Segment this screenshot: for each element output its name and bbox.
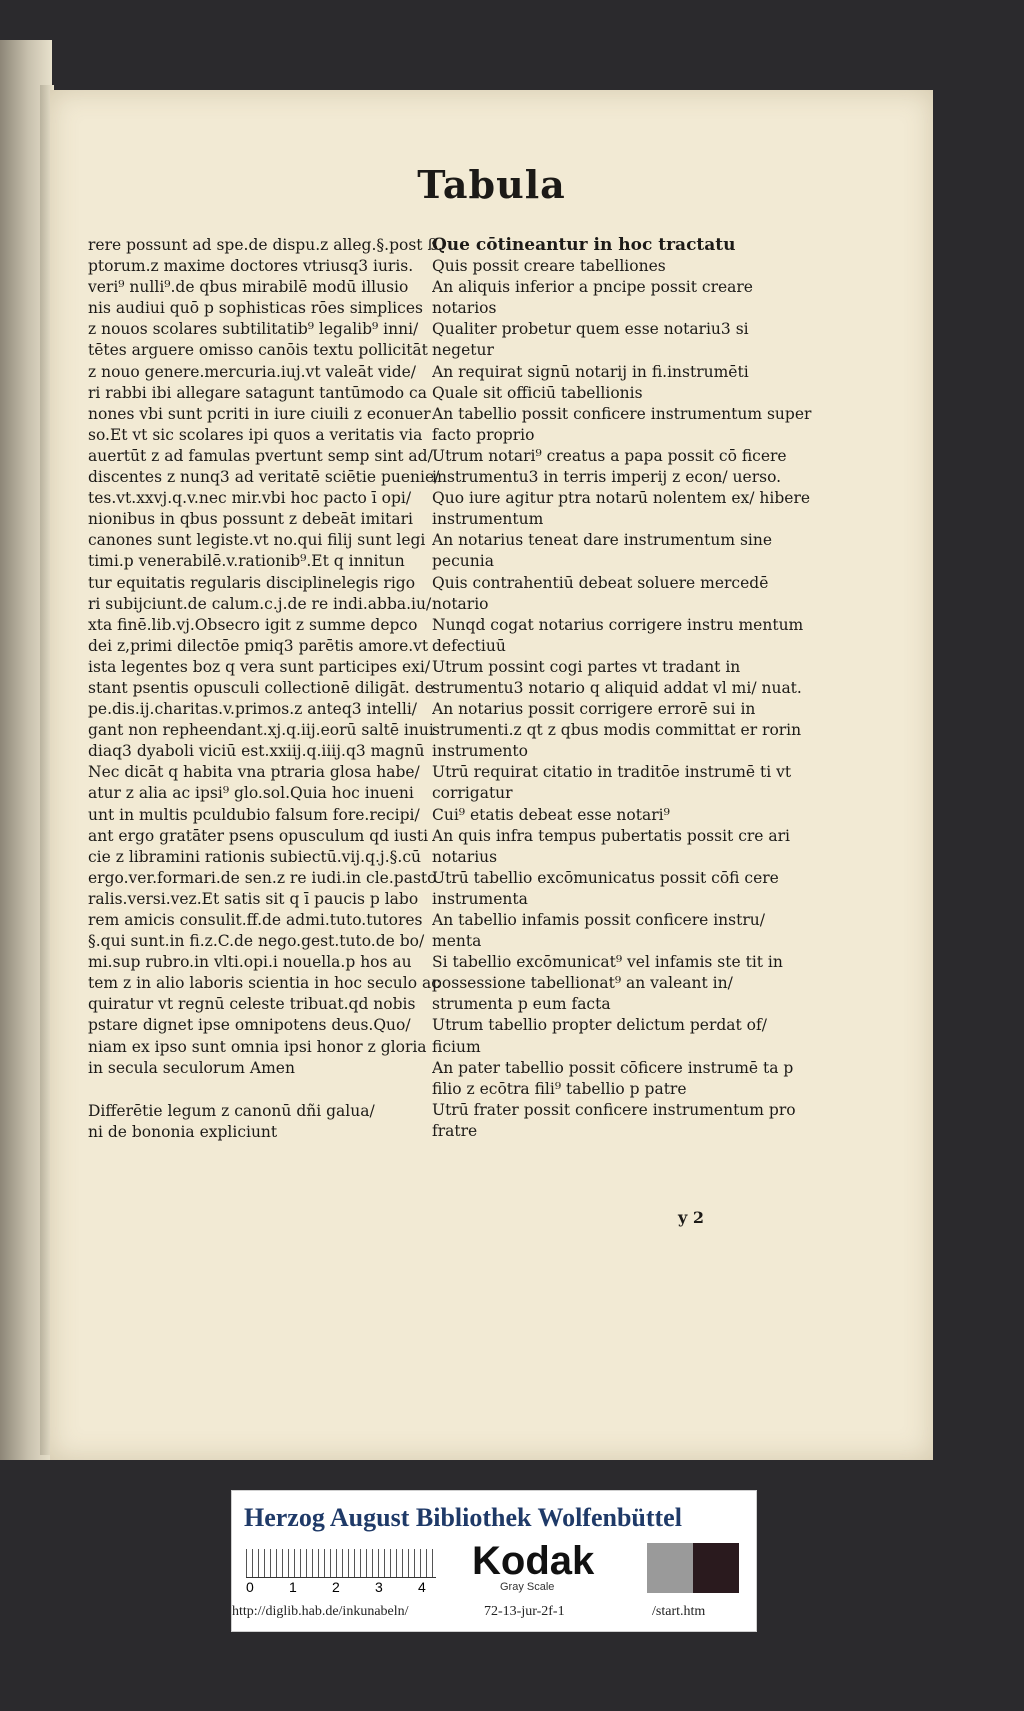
text-line: An aliquis inferior a pncipe possit creare notarios bbox=[432, 278, 753, 318]
text-line: ralis.versi.vez.Et satis sit q ī paucis p labo bbox=[88, 889, 419, 908]
text-line: An notarius teneat dare instrumentum sine pecunia bbox=[432, 531, 773, 571]
text-line: Si tabellio excōmunicat⁹ vel infamis ste tit in possessione tabellionat⁹ an valeant in/ strumenta p eum facta bbox=[432, 953, 783, 1014]
text-line: so.Et vt sic scolares ipi quos a veritatis via bbox=[88, 425, 423, 444]
text-line: Qualiter probetur quem esse notariu3 si negetur bbox=[432, 320, 749, 360]
text-line: Utrum possint cogi partes vt tradant in strumentu3 notario q aliquid addat vl mi/ nuat. bbox=[432, 657, 802, 697]
text-line: tes.vt.xxvj.q.v.nec mir.vbi hoc pacto ī opi/ bbox=[88, 489, 412, 508]
ruler-number: 0 bbox=[246, 1579, 254, 1595]
text-line: rere possunt ad spe.de dispu.z alleg.§.post ß. bbox=[88, 236, 443, 254]
text-line: §.qui sunt.in fi.z.C.de nego.gest.tuto.de bo/ bbox=[88, 932, 425, 951]
text-line: discentes z nunq3 ad veritatē sciētie puenie/ bbox=[88, 468, 440, 487]
contents-heading: Que cōtineantur in hoc tractatu bbox=[432, 235, 736, 255]
text-line: nis audiui quō p sophisticas rōes simplices bbox=[88, 299, 423, 318]
text-line: ergo.ver.formari.de sen.z re iudi.in cle.pasto bbox=[88, 868, 437, 887]
text-line: Cui⁹ etatis debeat esse notari⁹ bbox=[432, 805, 670, 824]
page-title: Tabula bbox=[417, 162, 566, 207]
text-line: veri⁹ nulli⁹.de qbus mirabilē modū illusio bbox=[88, 278, 409, 297]
text-line: niam ex ipso sunt omnia ipsi honor z gloria bbox=[88, 1037, 427, 1056]
ruler-number: 4 bbox=[418, 1579, 426, 1595]
text-line: An tabellio infamis possit conficere instru/ menta bbox=[432, 911, 765, 951]
ruler-number: 1 bbox=[289, 1579, 297, 1595]
text-line: Quale sit officiū tabellionis bbox=[432, 383, 643, 402]
text-line: Quis possit creare tabelliones bbox=[432, 257, 666, 276]
left-column bbox=[88, 235, 450, 1143]
text-line: rem amicis consulit.ff.de admi.tuto.tutores bbox=[88, 911, 423, 929]
text-line: stant psentis opusculi collectionē diligāt. de bbox=[88, 678, 434, 697]
text-line: cie z libramini rationis subiectū.vij.q.j.§.cū bbox=[88, 847, 422, 866]
text-line: Utrum tabellio propter delictum perdat of/ ficium bbox=[432, 1016, 767, 1056]
text-line: ri rabbi ibi allegare satagunt tantūmodo ca bbox=[88, 383, 427, 402]
dark-swatch bbox=[693, 1543, 739, 1593]
kodak-logo: Kodak bbox=[472, 1539, 595, 1583]
text-line: An quis infra tempus pubertatis possit cre ari notarius bbox=[432, 826, 791, 866]
book-page bbox=[50, 90, 933, 1460]
text-line: gant non repheendant.xj.q.iij.eorū saltē inui bbox=[88, 721, 434, 740]
text-line: diaq3 dyaboli viciū est.xxiij.q.iiij.q3 magnū bbox=[88, 742, 425, 761]
text-line: Utrū requirat citatio in traditōe instrumē ti vt corrigatur bbox=[432, 763, 792, 803]
library-name: Herzog August Bibliothek Wolfenbüttel bbox=[244, 1503, 682, 1532]
text-line: atur z alia ac ipsi⁹ glo.sol.Quia hoc inueni bbox=[88, 784, 414, 803]
ruler-number: 2 bbox=[332, 1579, 340, 1595]
text-line: tem z in alio laboris scientia in hoc seculo ac bbox=[88, 974, 440, 993]
text-line: Differētie legum z canonū dñi galua/ bbox=[88, 1101, 375, 1120]
gray-swatch bbox=[647, 1543, 693, 1593]
text-line: Quo iure agitur ptra notarū nolentem ex/ hibere instrumentum bbox=[432, 489, 811, 529]
gray-scale-label: Gray Scale bbox=[500, 1581, 555, 1593]
text-line: Utrū tabellio excōmunicatus possit cōfi cere instrumenta bbox=[432, 868, 779, 908]
ruler-number: 3 bbox=[375, 1579, 383, 1595]
text-line: mi.sup rubro.in vlti.opi.i nouella.p hos au bbox=[88, 953, 412, 972]
text-line: tur equitatis regularis disciplinelegis rigo bbox=[88, 573, 416, 592]
shelfmark-text: 72-13-jur-2f-1 bbox=[484, 1604, 565, 1619]
text-line: in secula seculorum Amen bbox=[88, 1058, 295, 1077]
text-line: tētes arguere omisso canōis textu pollicitāt bbox=[88, 341, 428, 360]
colophon bbox=[88, 1101, 450, 1143]
text-line: An pater tabellio possit cōficere instrumē ta p filio z ecōtra fili⁹ tabellio p patre bbox=[432, 1058, 794, 1098]
text-line: pe.dis.ij.charitas.v.primos.z anteq3 intelli/ bbox=[88, 700, 418, 719]
text-line: ri subijciunt.de calum.c.j.de re indi.abba.iu/ bbox=[88, 594, 432, 613]
text-line: An tabellio possit conficere instrumentum super facto proprio bbox=[432, 404, 812, 444]
text-line: Nunqd cogat notarius corrigere instru mentum defectiuū bbox=[432, 615, 804, 655]
text-line: ant ergo gratāter psens opusculum qd iusti bbox=[88, 826, 429, 845]
start-link-text: /start.htm bbox=[652, 1604, 706, 1619]
text-line: Quis contrahentiū debeat soluere mercedē notario bbox=[432, 573, 769, 613]
text-line: z nouo genere.mercuria.iuj.vt valeāt vide/ bbox=[88, 362, 417, 381]
text-line: ni de bononia expliciunt bbox=[88, 1122, 278, 1141]
text-line: Nec dicāt q habita vna ptraria glosa habe/ bbox=[88, 763, 420, 782]
text-line: quiratur vt regnū celeste tribuat.qd nobis bbox=[88, 995, 416, 1014]
text-line: Utrum notari⁹ creatus a papa possit cō ficere instrumentu3 in terris imperij z econ/ uerso. bbox=[432, 446, 787, 487]
text-line: ptorum.z maxime doctores vtriusq3 iuris. bbox=[88, 257, 414, 276]
contents-list bbox=[432, 256, 812, 1142]
scan-target-card bbox=[231, 1490, 757, 1632]
text-line: An requirat signū notarij in fi.instrumēti bbox=[432, 362, 749, 381]
text-line: unt in multis pculdubio falsum fore.recipi/ bbox=[88, 805, 420, 824]
text-line: ista legentes boz q vera sunt participes exi/ bbox=[88, 657, 431, 676]
right-column bbox=[432, 235, 812, 1142]
text-line: canones sunt legiste.vt no.qui filij sunt legi bbox=[88, 531, 426, 550]
text-line: z nouos scolares subtilitatib⁹ legalib⁹ inni/ bbox=[88, 320, 419, 339]
text-line: timi.p venerabilē.v.rationib⁹.Et q innitun bbox=[88, 552, 405, 571]
text-line: Utrū frater possit conficere instrumentum pro fratre bbox=[432, 1100, 796, 1140]
text-line: An notarius possit corrigere errorē sui in strumenti.z qt z qbus modis committat er rorin instrumento bbox=[432, 700, 802, 761]
text-line: nones vbi sunt pcriti in iure ciuili z econuer bbox=[88, 404, 431, 423]
text-line: nionibus in qbus possunt z debeāt imitari bbox=[88, 510, 413, 529]
text-line: dei z,primi dilectōe pmiq3 parētis amore.vt bbox=[88, 636, 429, 655]
ruler-scale bbox=[246, 1549, 436, 1578]
text-line: pstare dignet ipse omnipotens deus.Quo/ bbox=[88, 1016, 411, 1035]
spacer bbox=[88, 1079, 450, 1101]
signature-mark: y 2 bbox=[678, 1208, 704, 1227]
url-text: http://diglib.hab.de/inkunabeln/ bbox=[232, 1604, 409, 1619]
text-line: auertūt z ad famulas pvertunt semp sint ad/ bbox=[88, 446, 433, 465]
left-text-block bbox=[88, 235, 450, 1079]
text-line: xta finē.lib.vj.Obsecro igit z summe depco bbox=[88, 615, 418, 634]
